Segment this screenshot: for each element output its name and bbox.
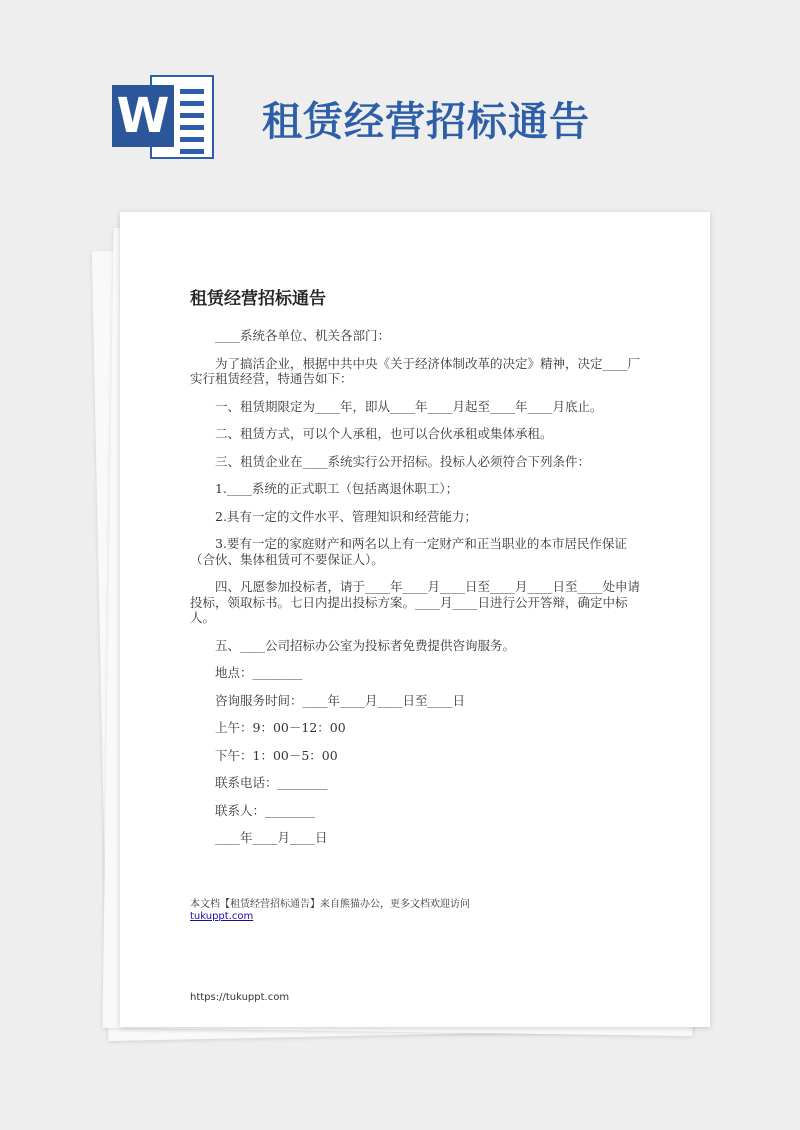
paragraph: 3.要有一定的家庭财产和两名以上有一定财产和正当职业的本市居民作保证（合伙、集体租赁可不要保证人）。 [190, 536, 627, 567]
document-body [190, 328, 646, 858]
paragraph: 上午：9：00－12：00 [215, 720, 346, 735]
paragraph: 二、租赁方式，可以个人承租，也可以合伙承租或集体承租。 [215, 426, 553, 441]
paragraph: 下午：1：00－5：00 [215, 747, 338, 763]
footer-url: https://tukuppt.com [190, 992, 290, 1003]
paragraph: 联系人：________ [215, 802, 316, 818]
document-title: 租赁经营招标通告 [190, 289, 326, 309]
header-title: 租赁经营招标通告 [262, 99, 590, 145]
paragraph: 一、租赁期限定为____年，即从____年____月起至____年____月底止。 [215, 398, 603, 414]
paragraph: 为了搞活企业，根据中共中央《关于经济体制改革的决定》精神，决定____厂实行租赁经营，特通告如下： [190, 355, 641, 386]
paragraph: 联系电话：________ [215, 775, 328, 790]
paragraph: 四、凡愿参加投标者，请于____年____月____日至____月____日至____处申请投标，领取标书。七日内提出投标方案。____月____日进行公开答辩，确定中标人。 [190, 579, 641, 625]
document-page [120, 212, 710, 1027]
footer-link[interactable]: tukuppt.com [190, 911, 254, 922]
word-app-icon [112, 75, 216, 159]
paragraph: 五、____公司招标办公室为投标者免费提供咨询服务。 [215, 637, 516, 653]
paragraph: ____系统各单位、机关各部门： [215, 328, 391, 343]
footer-note: 本文档【租赁经营招标通告】来自熊猫办公，更多文档欢迎访问 [190, 899, 470, 910]
paragraph: 2.具有一定的文件水平、管理知识和经营能力； [215, 508, 477, 524]
paragraph: 1.____系统的正式职工（包括离退休职工）； [215, 481, 459, 496]
paragraph: 三、租赁企业在____系统实行公开招标。投标人必须符合下列条件： [215, 453, 591, 469]
paragraph: 地点：________ [215, 665, 303, 680]
paragraph: 咨询服务时间：____年____月____日至____日 [215, 692, 466, 708]
paragraph: ____年____月____日 [215, 830, 328, 845]
word-letter-icon: W [112, 85, 174, 147]
